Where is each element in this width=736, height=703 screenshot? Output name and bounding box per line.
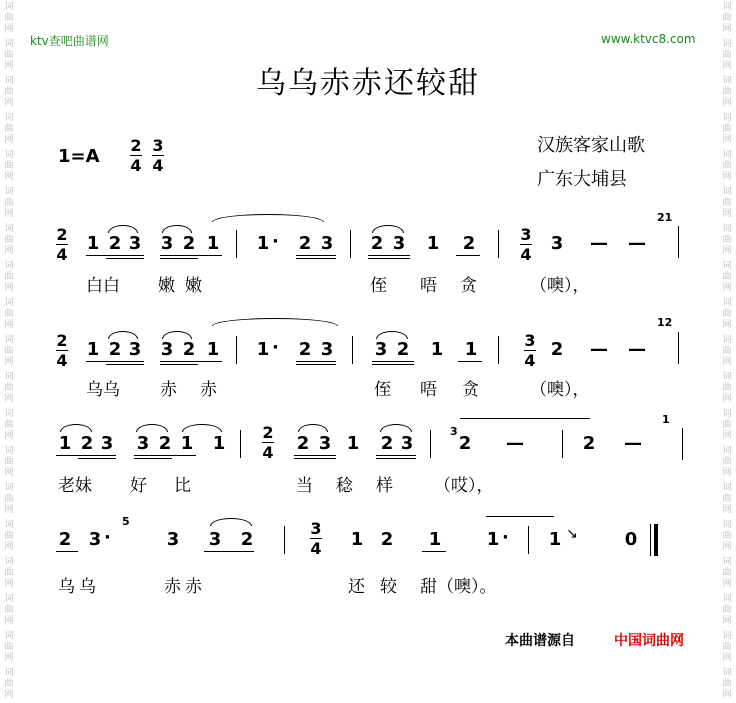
note: 1 (464, 339, 478, 360)
note: 2 (396, 339, 410, 360)
lyric: （哎）， (434, 476, 494, 496)
lyric: 白白 (86, 276, 120, 296)
slur (380, 424, 412, 432)
slur (136, 424, 168, 432)
watermark-text: 词 曲 网 (4, 520, 14, 552)
slur (212, 318, 338, 326)
lyric: 样 (376, 476, 393, 496)
dash: — (628, 233, 646, 254)
note: 1 (426, 233, 440, 254)
note: 3 (136, 433, 150, 454)
note: 2 (58, 529, 72, 550)
underline (106, 258, 144, 259)
lyric: 好 (130, 476, 147, 496)
slur (108, 225, 138, 233)
note: 2 (158, 433, 172, 454)
time-sig-top: 3 (524, 331, 536, 350)
note: 3 (160, 339, 174, 360)
note: 1 (430, 339, 444, 360)
time-sig-bottom: 4 (56, 245, 68, 264)
watermark-text: 词 曲 网 (722, 446, 732, 478)
key-signature: 1=A (58, 146, 100, 167)
watermark-text: 词 曲 网 (4, 298, 14, 330)
note: 2 (380, 433, 394, 454)
barline (236, 336, 237, 364)
note: 1 (548, 529, 562, 550)
watermark-text: 词 曲 网 (722, 520, 732, 552)
note: 2 (550, 339, 564, 360)
watermark-text: 词 曲 网 (4, 668, 14, 700)
note: 1 (346, 433, 360, 454)
watermark-text: 词 曲 网 (4, 557, 14, 589)
note: 2 (298, 339, 312, 360)
dash: — (506, 433, 524, 454)
underline (160, 361, 222, 362)
time-sig-bottom: 4 (310, 539, 322, 558)
note: 1 (86, 233, 100, 254)
lyric: 稔 (336, 476, 353, 496)
footer-label: 本曲谱源自 (505, 633, 575, 649)
barline (240, 430, 241, 458)
time-sig-bottom: 4 (152, 156, 164, 175)
lyric: 当 (296, 476, 313, 496)
note: 1 (428, 529, 442, 550)
time-sig-bottom: 4 (262, 443, 274, 462)
note: 1 (256, 233, 270, 254)
watermark-text: 词 曲 网 (722, 372, 732, 404)
watermark-text: 词 曲 网 (4, 261, 14, 293)
grace-note: 1 (662, 413, 670, 426)
dot: · (272, 231, 279, 252)
time-sig-top: 2 (262, 423, 274, 442)
note: 1 (350, 529, 364, 550)
note: 2 (296, 433, 310, 454)
glide-arrow-icon: ↘ (566, 526, 578, 542)
lyric: 贪 (462, 380, 479, 400)
dash: — (624, 433, 642, 454)
time-sig-bottom: 4 (520, 245, 532, 264)
lyric: （噢）， (530, 276, 590, 296)
note: 3 (320, 339, 334, 360)
note: 3 (320, 233, 334, 254)
lyric: 乌乌 (58, 577, 100, 597)
header-site-right[interactable]: www.ktvc8.com (601, 32, 696, 46)
lyric: 赤赤 (164, 577, 206, 597)
underline (204, 551, 254, 552)
dash: — (590, 233, 608, 254)
note: 3 (374, 339, 388, 360)
note: 3 (392, 233, 406, 254)
lyric: 乌乌 (86, 380, 120, 400)
dot: · (502, 527, 509, 548)
slur (298, 424, 328, 432)
lyric: 赤 (200, 380, 217, 400)
underline (56, 455, 116, 456)
time-signature-3-4 (152, 137, 164, 174)
underline (160, 258, 198, 259)
time-signature-2-4 (130, 137, 142, 174)
watermark-text: 词 曲 网 (722, 594, 732, 626)
header-site-left[interactable]: ktv查吧曲谱网 (30, 34, 109, 48)
barline (562, 430, 563, 458)
lyric: 赤 (160, 380, 177, 400)
underline (106, 364, 144, 365)
watermark-text: 词 曲 网 (4, 224, 14, 256)
underline (294, 458, 336, 459)
watermark-text: 词 曲 网 (4, 594, 14, 626)
tie (460, 418, 590, 419)
time-signature-3-4 (520, 226, 532, 263)
underline (134, 458, 172, 459)
note: 2 (182, 339, 196, 360)
lyric: 唔 (420, 380, 437, 400)
time-sig-bottom: 4 (56, 351, 68, 370)
note: 3 (208, 529, 222, 550)
underline (458, 361, 482, 362)
time-signature-2-4 (56, 226, 68, 263)
note: 1 (212, 433, 226, 454)
barline (430, 430, 431, 458)
watermark-text: 词 曲 网 (4, 409, 14, 441)
dash: — (628, 339, 646, 360)
note: 2 (370, 233, 384, 254)
note: 1 (86, 339, 100, 360)
watermark-text: 词 曲 网 (722, 298, 732, 330)
watermark-text: 词 曲 网 (4, 446, 14, 478)
note: 2 (582, 433, 596, 454)
final-barline (654, 524, 658, 556)
time-sig-top: 3 (152, 136, 164, 155)
watermark-text: 词 曲 网 (722, 2, 732, 34)
lyric: 老妹 (58, 476, 92, 496)
grace-note: 21 (657, 211, 673, 224)
lyric: 侄 (370, 276, 387, 296)
note: 0 (624, 529, 638, 550)
underline (294, 455, 336, 456)
time-signature-3-4 (524, 332, 536, 369)
lyric: （噢）， (530, 380, 590, 400)
note: 2 (80, 433, 94, 454)
underline (78, 458, 116, 459)
slur (108, 331, 138, 339)
note: 2 (458, 433, 472, 454)
barline (498, 230, 499, 258)
underline (56, 551, 78, 552)
time-signature-2-4 (262, 424, 274, 461)
note: 2 (380, 529, 394, 550)
barline (350, 230, 351, 258)
tie (486, 516, 554, 517)
underline (372, 364, 414, 365)
note: 1 (486, 529, 500, 550)
slur (162, 225, 192, 233)
slur (210, 518, 252, 526)
underline (372, 361, 414, 362)
barline (678, 226, 679, 258)
note: 3 (550, 233, 564, 254)
underline (456, 255, 480, 256)
note: 1 (206, 233, 220, 254)
lyric: 比 (174, 476, 191, 496)
watermark-text: 词 曲 网 (722, 113, 732, 145)
watermark-text: 词 曲 网 (4, 631, 14, 663)
watermark-text: 词 曲 网 (4, 335, 14, 367)
underline (160, 255, 222, 256)
watermark-text: 词 曲 网 (722, 409, 732, 441)
grace-note: 5 (122, 515, 130, 528)
barline (528, 526, 529, 554)
footer-source-link[interactable]: 中国词曲网 (614, 633, 684, 649)
slur (60, 424, 92, 432)
underline (86, 255, 144, 256)
underline (296, 361, 336, 362)
time-sig-bottom: 4 (524, 351, 536, 370)
barline (650, 524, 651, 556)
underline (422, 551, 446, 552)
underline (86, 361, 144, 362)
barline (284, 526, 285, 554)
time-signature-2-4 (56, 332, 68, 369)
slur (376, 331, 408, 339)
watermark-text: 词 曲 网 (4, 39, 14, 71)
watermark-text: 词 曲 网 (4, 483, 14, 515)
note: 3 (400, 433, 414, 454)
genre-label: 汉族客家山歌 (537, 135, 645, 156)
barline (236, 230, 237, 258)
note: 2 (182, 233, 196, 254)
note: 3 (88, 529, 102, 550)
barline (498, 336, 499, 364)
time-sig-top: 2 (56, 225, 68, 244)
note: 3 (128, 233, 142, 254)
watermark-text: 词 曲 网 (722, 39, 732, 71)
time-sig-top: 2 (130, 136, 142, 155)
slur (212, 214, 324, 222)
slur (372, 225, 404, 233)
underline (160, 364, 198, 365)
origin-label: 广东大埔县 (537, 169, 627, 190)
watermark-text: 词 曲 网 (722, 261, 732, 293)
note: 3 (100, 433, 114, 454)
underline (376, 458, 416, 459)
note: 3 (318, 433, 332, 454)
underline (134, 455, 196, 456)
time-sig-top: 3 (520, 225, 532, 244)
lyric: 贪 (460, 276, 477, 296)
underline (296, 364, 336, 365)
note: 3 (160, 233, 174, 254)
note: 3 (166, 529, 180, 550)
watermark-text: 词 曲 网 (722, 557, 732, 589)
watermark-text: 词 曲 网 (722, 483, 732, 515)
lyric: 较 (380, 577, 397, 597)
time-sig-top: 3 (310, 519, 322, 538)
watermark-text: 词 曲 网 (722, 631, 732, 663)
underline (368, 255, 410, 256)
dot: · (272, 337, 279, 358)
watermark-text: 词 曲 网 (722, 150, 732, 182)
note: 1 (256, 339, 270, 360)
watermark-text: 词 曲 网 (4, 76, 14, 108)
watermark-text: 词 曲 网 (722, 224, 732, 256)
note: 2 (108, 339, 122, 360)
watermark-text: 词 曲 网 (722, 76, 732, 108)
underline (296, 258, 336, 259)
note: 2 (298, 233, 312, 254)
note: 1 (58, 433, 72, 454)
watermark-text: 词 曲 网 (4, 113, 14, 145)
slur (162, 331, 192, 339)
lyric: 侄 (374, 380, 391, 400)
lyric: 还 (348, 577, 365, 597)
watermark-text: 词 曲 网 (4, 372, 14, 404)
watermark-text: 词 曲 网 (4, 2, 14, 34)
underline (368, 258, 410, 259)
note: 2 (462, 233, 476, 254)
dash: — (590, 339, 608, 360)
lyric: 唔 (420, 276, 437, 296)
note: 3 (128, 339, 142, 360)
grace-note: 12 (657, 316, 673, 329)
watermark-text: 词 曲 网 (4, 187, 14, 219)
watermark-text: 词 曲 网 (722, 335, 732, 367)
note: 2 (108, 233, 122, 254)
watermark-text: 词 曲 网 (722, 668, 732, 700)
song-title: 乌乌赤赤还较甜 (256, 66, 480, 101)
barline (682, 428, 683, 460)
note: 1 (180, 433, 194, 454)
lyric: 甜（噢）。 (420, 577, 497, 597)
time-sig-top: 2 (56, 331, 68, 350)
note: 1 (206, 339, 220, 360)
slur (182, 424, 222, 432)
underline (376, 455, 416, 456)
underline (296, 255, 336, 256)
lyric: 嫩嫩 (158, 276, 212, 296)
dot: · (104, 527, 111, 548)
time-sig-bottom: 4 (130, 156, 142, 175)
barline (352, 336, 353, 364)
grace-note: 3 (450, 425, 458, 438)
time-signature-3-4 (310, 520, 322, 557)
watermark-text: 词 曲 网 (722, 187, 732, 219)
barline (678, 332, 679, 364)
watermark-text: 词 曲 网 (4, 150, 14, 182)
note: 2 (240, 529, 254, 550)
